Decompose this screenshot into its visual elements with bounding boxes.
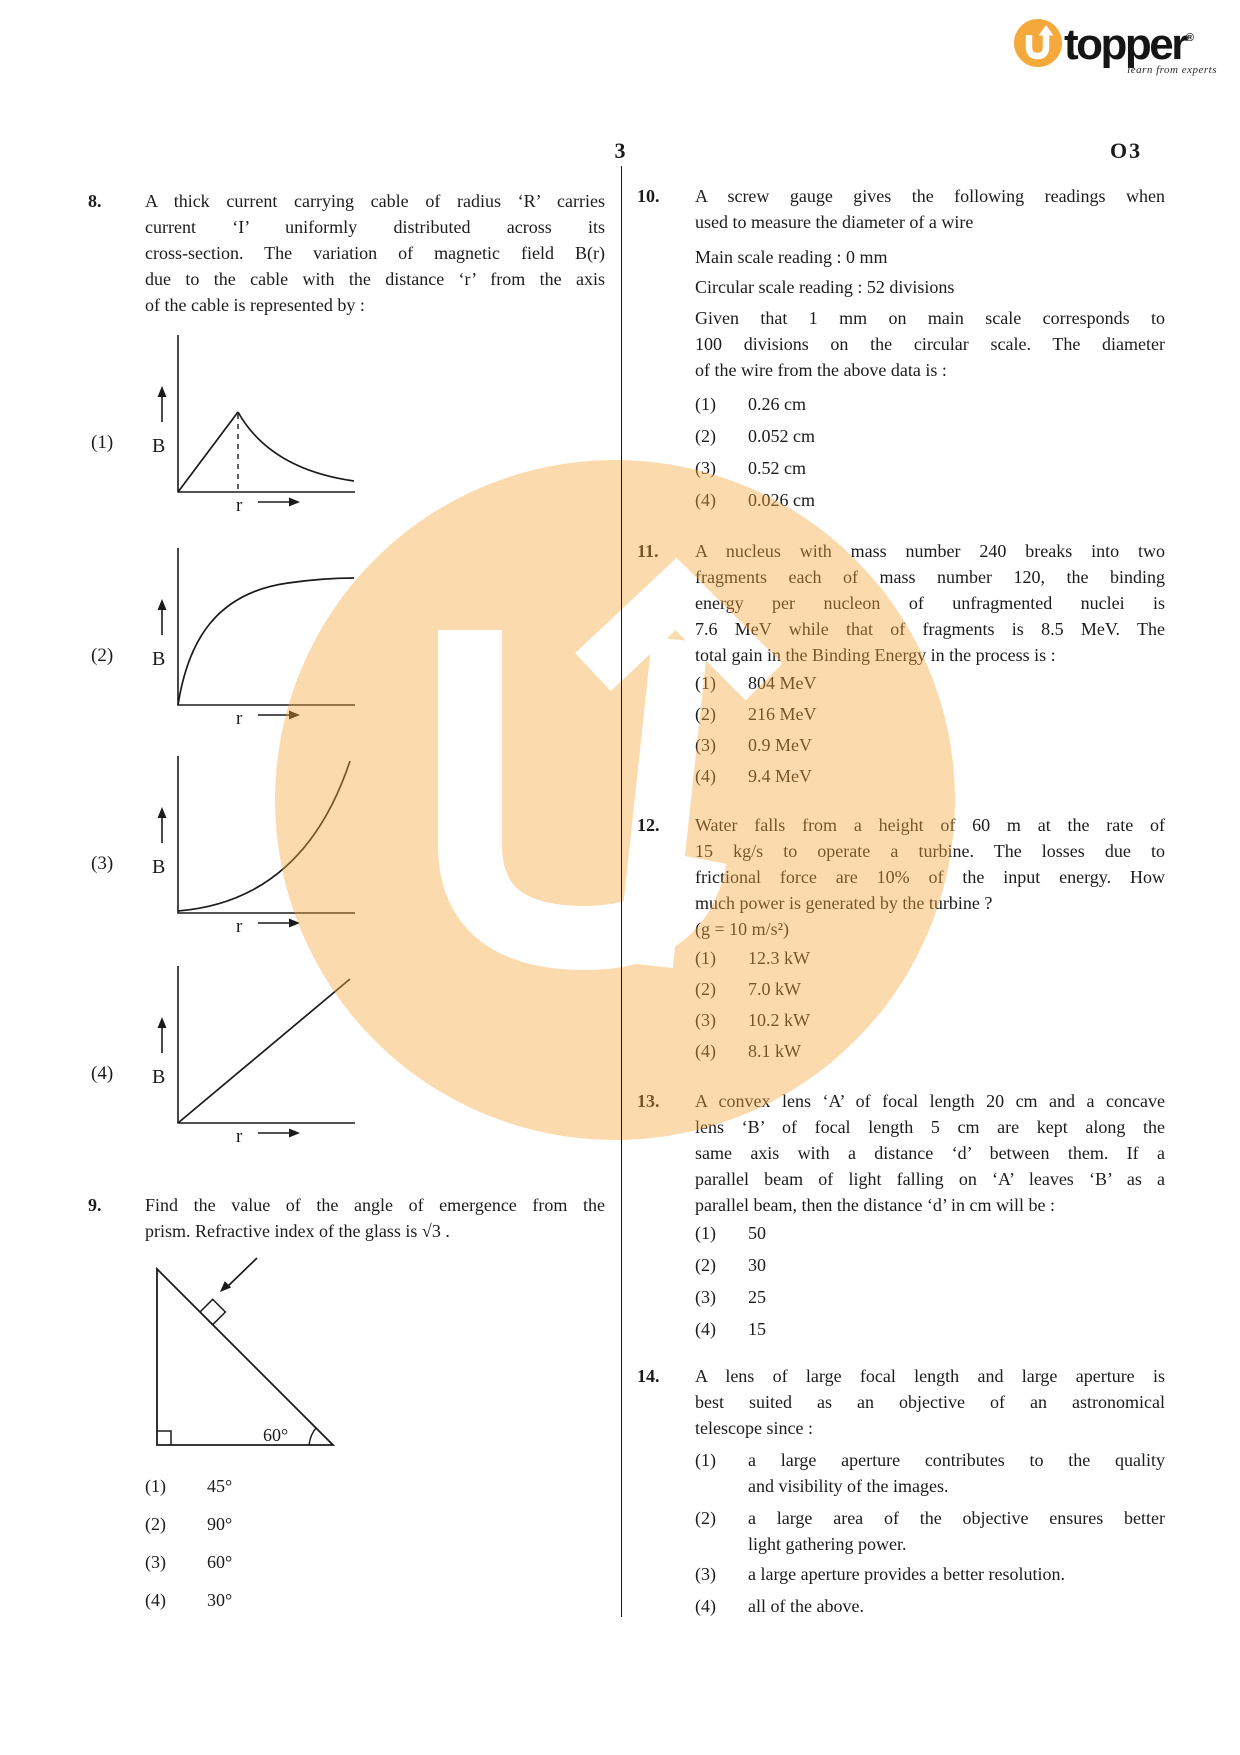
option-marker: (1) (695, 673, 716, 693)
question-8 (88, 188, 605, 318)
axes (178, 335, 355, 492)
question-13 (637, 1088, 1165, 1342)
question-14 (637, 1363, 1165, 1619)
option-text-line: a large area of the objective ensures better (748, 1508, 1165, 1528)
option-row (695, 1038, 1165, 1064)
option-row (695, 1252, 1165, 1278)
option-text-line: a large aperture contributes to the quality (748, 1450, 1165, 1470)
option-row (695, 1447, 1165, 1499)
graph-option-3 (88, 751, 605, 933)
curve-decay (238, 412, 354, 481)
option-text-line: light gathering power. (748, 1534, 907, 1554)
angle-arc (309, 1428, 317, 1446)
question-text-line: 7.6 MeV while that of fragments is 8.5 MeV. The (695, 619, 1165, 639)
question-text-line: A lens of large focal length and large aperture is (695, 1366, 1165, 1386)
option-marker: (4) (91, 1063, 114, 1084)
question-number: 12. (637, 815, 660, 835)
option-marker: (4) (695, 1319, 716, 1339)
curve-saturating (178, 578, 354, 705)
option-row (695, 1220, 1165, 1246)
option-value: 8.1 kW (748, 1041, 801, 1061)
option-marker: (3) (695, 1287, 716, 1307)
paper-code: O3 (1110, 138, 1143, 163)
option-row (695, 976, 1165, 1002)
option-marker: (3) (695, 735, 716, 755)
option-marker: (1) (145, 1476, 166, 1496)
option-text-line: all of the above. (748, 1596, 864, 1616)
question-text-line: current ‘I’ uniformly distributed across its (145, 217, 605, 237)
option-row (145, 1473, 605, 1499)
option-value: 10.2 kW (748, 1010, 810, 1030)
brand-logo (1012, 12, 1227, 80)
registered-mark: ® (1185, 32, 1194, 44)
option-row (695, 455, 1165, 481)
column-divider-line (621, 166, 622, 1617)
option-marker: (1) (695, 394, 716, 414)
option-value: 0.052 cm (748, 426, 815, 446)
option-row (695, 945, 1165, 971)
question-text-line: of the wire from the above data is : (695, 360, 947, 380)
curve-linear (178, 979, 350, 1123)
option-value: 45° (207, 1476, 233, 1496)
question-text-line: used to measure the diameter of a wire (695, 212, 974, 232)
question-text-line: 100 divisions on the circular scale. The diameter (695, 334, 1165, 354)
y-axis-label: B (152, 648, 166, 670)
option-row (145, 1549, 605, 1575)
option-marker: (4) (695, 766, 716, 786)
option-value: 30° (207, 1590, 233, 1610)
option-value: 30 (748, 1255, 766, 1275)
right-angle-icon (157, 1431, 171, 1445)
option-value: 60° (207, 1552, 233, 1572)
option-marker: (1) (695, 948, 716, 968)
question-text-line: frictional force are 10% of the input energy. How (695, 867, 1165, 887)
option-marker: (2) (695, 426, 716, 446)
option-row (695, 391, 1165, 417)
option-marker: (3) (145, 1552, 166, 1572)
option-marker: (4) (145, 1590, 166, 1610)
question-number: 11. (637, 541, 659, 561)
option-value: 50 (748, 1223, 766, 1243)
question-number: 13. (637, 1091, 660, 1111)
prism-diagram (145, 1255, 605, 1455)
prism-triangle (157, 1269, 333, 1445)
graph-option-2 (88, 543, 605, 725)
option-value: 15 (748, 1319, 766, 1339)
question-12 (637, 812, 1165, 1064)
option-row (695, 763, 1165, 789)
option-row (695, 1007, 1165, 1033)
question-text-line: fragments each of mass number 120, the binding (695, 567, 1165, 587)
option-value: 0.026 cm (748, 490, 815, 510)
option-value: 0.52 cm (748, 458, 806, 478)
option-marker: (2) (695, 1508, 716, 1528)
option-value: 0.9 MeV (748, 735, 812, 755)
question-number: 9. (88, 1195, 102, 1215)
option-row (695, 423, 1165, 449)
option-marker: (3) (695, 458, 716, 478)
option-marker: (3) (695, 1010, 716, 1030)
x-axis-label: r (236, 1126, 243, 1143)
question-text-line: energy per nucleon of unfragmented nuclei is (695, 593, 1165, 613)
question-text-line: Given that 1 mm on main scale corresponds to (695, 308, 1165, 328)
question-text-line: best suited as an objective of an astronomical (695, 1392, 1165, 1412)
x-axis-label: r (236, 495, 243, 512)
option-row (695, 1593, 1165, 1619)
option-marker: (1) (91, 432, 114, 453)
x-axis-label: r (236, 708, 243, 725)
question-text-line: parallel beam of light falling on ‘A’ leaves ‘B’ as a (695, 1169, 1165, 1189)
option-value: 804 MeV (748, 673, 817, 693)
option-marker: (4) (695, 1596, 716, 1616)
brand-name: topper® (1064, 20, 1194, 69)
x-axis-label: r (236, 916, 243, 933)
left-column (88, 188, 605, 1613)
curve-rise (178, 412, 238, 492)
question-text-line: total gain in the Binding Energy in the process is : (695, 645, 1056, 665)
option-marker: (1) (695, 1223, 716, 1243)
right-column (637, 183, 1165, 1619)
angle-label: 60° (263, 1425, 289, 1445)
option-text-line: a large aperture provides a better resolution. (748, 1564, 1066, 1584)
curve-accelerating (178, 761, 350, 911)
question-text-line: 15 kg/s to operate a turbine. The losses due to (695, 841, 1165, 861)
axes (178, 966, 355, 1123)
option-row (695, 487, 1165, 513)
option-marker: (4) (695, 1041, 716, 1061)
option-marker: (3) (91, 853, 114, 874)
question-text-line: A thick current carrying cable of radius ‘R’ carries (145, 191, 605, 211)
question-text-line: telescope since : (695, 1418, 813, 1438)
option-value: 90° (207, 1514, 233, 1534)
question-text-line: cross-section. The variation of magnetic field B(r) (145, 243, 605, 263)
option-marker: (2) (695, 979, 716, 999)
option-row (695, 1316, 1165, 1342)
normal-incidence-mark-icon (200, 1299, 225, 1324)
reading-line: Main scale reading : 0 mm (695, 247, 888, 267)
question-text-line: lens ‘B’ of focal length 5 cm are kept along the (695, 1117, 1165, 1137)
option-value: 7.0 kW (748, 979, 801, 999)
gravity-constant-line: (g = 10 m/s²) (695, 919, 790, 939)
question-text-line: A screw gauge gives the following readings when (695, 186, 1165, 206)
question-text-line: much power is generated by the turbine ? (695, 893, 993, 913)
option-row (145, 1587, 605, 1613)
question-text-line: A convex lens ‘A’ of focal length 20 cm and a concave (695, 1091, 1165, 1111)
question-text-line: A nucleus with mass number 240 breaks into two (695, 541, 1165, 561)
y-axis-label: B (152, 1066, 166, 1088)
option-marker: (3) (695, 1564, 716, 1584)
option-row (695, 1284, 1165, 1310)
option-row (695, 701, 1165, 727)
question-text-line: same axis with a distance ‘d’ between them. If a (695, 1143, 1165, 1163)
question-11 (637, 538, 1165, 789)
option-marker: (2) (695, 1255, 716, 1275)
option-marker: (2) (695, 704, 716, 724)
question-number: 14. (637, 1366, 660, 1386)
question-text-line: Water falls from a height of 60 m at the rate of (695, 815, 1165, 835)
reading-line: Circular scale reading : 52 divisions (695, 277, 955, 297)
option-value: 0.26 cm (748, 394, 806, 414)
y-axis-label: B (152, 856, 166, 878)
option-value: 9.4 MeV (748, 766, 812, 786)
question-number: 10. (637, 186, 660, 206)
question-text-line: parallel beam, then the distance ‘d’ in cm will be : (695, 1195, 1056, 1215)
option-value: 216 MeV (748, 704, 817, 724)
incident-ray-arrow-icon (225, 1258, 257, 1289)
option-row (695, 1505, 1165, 1557)
question-text-line: prism. Refractive index of the glass is √3 . (145, 1221, 450, 1241)
question-10 (637, 183, 1165, 513)
graph-option-1 (88, 330, 605, 512)
option-row (695, 1561, 1165, 1587)
option-text-line: and visibility of the images. (748, 1476, 949, 1496)
axes (178, 548, 355, 705)
question-text-line: of the cable is represented by : (145, 295, 365, 315)
option-value: 25 (748, 1287, 766, 1307)
question-9 (88, 1192, 605, 1244)
option-marker: (4) (695, 490, 716, 510)
question-number: 8. (88, 191, 102, 211)
brand-tagline: learn from experts (1127, 64, 1217, 76)
logo-u-arrow-icon (1012, 16, 1064, 68)
option-row (695, 670, 1165, 696)
page-number: 3 (614, 138, 626, 163)
option-marker: (2) (91, 645, 114, 666)
question-text-line: due to the cable with the distance ‘r’ from the axis (145, 269, 605, 289)
option-marker: (1) (695, 1450, 716, 1470)
y-axis-label: B (152, 435, 166, 457)
option-row (695, 732, 1165, 758)
option-row (145, 1511, 605, 1537)
question-text-line: Find the value of the angle of emergence from the (145, 1195, 605, 1215)
graph-option-4 (88, 961, 605, 1143)
option-value: 12.3 kW (748, 948, 810, 968)
option-marker: (2) (145, 1514, 166, 1534)
axes (178, 756, 355, 913)
